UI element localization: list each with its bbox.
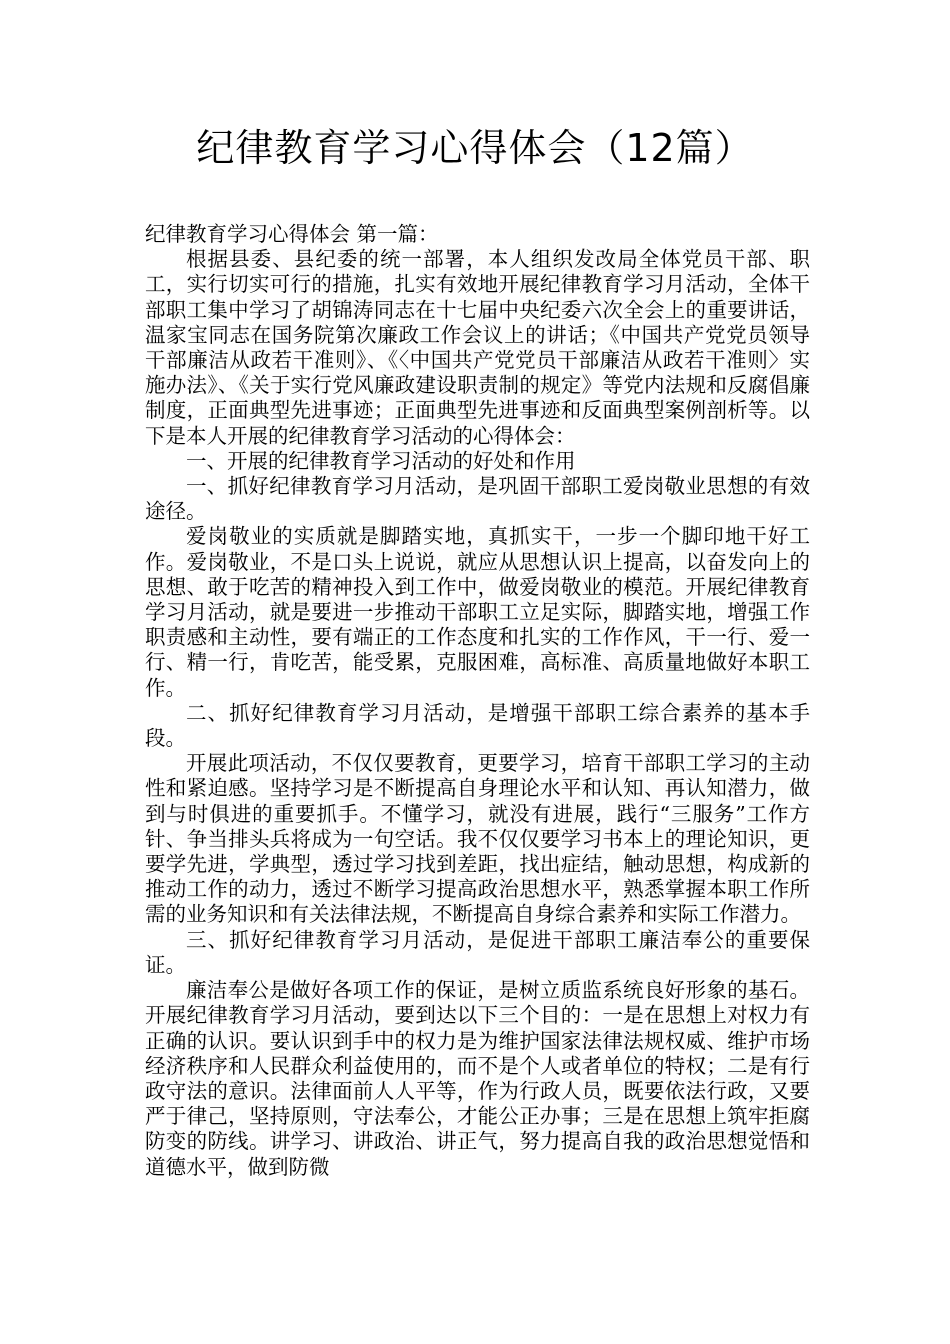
document-title: 纪律教育学习心得体会（12篇） — [196, 126, 754, 170]
document-body — [145, 222, 810, 1180]
paragraph: 根据县委、县纪委的统一部署，本人组织发改局全体党员干部、职工，实行切实可行的措施，扎实有效地开展纪律教育学习月活动，全体干部职工集中学习了胡锦涛同志在十七届中央纪委六次全会上的重要讲话，温家宝同志在国务院第次廉政工作会议上的讲话；《中国共产党党员领导干部廉洁从政若干准则》、《〈中国共产党党员干部廉洁从政若干准则〉实施办法》、《关于实行党风廉政建设职责制的规定》等党内法规和反腐倡廉制度，正面典型先进事迹；正面典型先进事迹和反面典型案例剖析等。以下是本人开展的纪律教育学习活动的心得体会： — [145, 247, 810, 448]
paragraph: 二、抓好纪律教育学习月活动，是增强干部职工综合素养的基本手段。 — [145, 700, 810, 751]
paragraph: 三、抓好纪律教育学习月活动，是促进干部职工廉洁奉公的重要保证。 — [145, 927, 810, 977]
section-heading: 纪律教育学习心得体会 第一篇： — [145, 222, 439, 246]
paragraph: 廉洁奉公是做好各项工作的保证，是树立质监系统良好形象的基石。开展纪律教育学习月活动，要到达以下三个目的：一是在思想上对权力有正确的认识。要认识到手中的权力是为维护国家法律法规权威、维护市场经济秩序和人民群众利益使用的，而不是个人或者单位的特权；二是有行政守法的意识。法律面前人人平等，作为行政人员，既要依法行政，又要严于律己，坚持原则，守法奉公，才能公正办事；三是在思想上筑牢拒腐防变的防线。讲学习、讲政治、讲正气，努力提高自我的政治思想觉悟和道德水平，做到防微 — [145, 978, 810, 1179]
paragraph: 一、抓好纪律教育学习月活动，是巩固干部职工爱岗敬业思想的有效途径。 — [145, 474, 810, 524]
paragraph: 爱岗敬业的实质就是脚踏实地，真抓实干，一步一个脚印地干好工作。爱岗敬业，不是口头上说说，就应从思想认识上提高，以奋发向上的思想、敢于吃苦的精神投入到工作中，做爱岗敬业的模范。开展纪律教育学习月活动，就是要进一步推动干部职工立足实际，脚踏实地，增强工作职责感和主动性，要有端正的工作态度和扎实的工作作风，干一行、爱一行、精一行，肯吃苦，能受累，克服困难，高标准、高质量地做好本职工作。 — [145, 524, 810, 700]
paragraph: 一、开展的纪律教育学习活动的好处和作用 — [186, 448, 576, 473]
paragraph: 开展此项活动，不仅仅要教育，更要学习，培育干部职工学习的主动性和紧迫感。坚持学习是不断提高自身理论水平和认知、再认知潜力，做到与时俱进的重要抓手。不懂学习，就没有进展，践行“三服务”工作方针、争当排头兵将成为一句空话。我不仅仅要学习书本上的理论知识，更要学先进，学典型，透过学习找到差距，找出症结，触动思想，构成新的推动工作的动力，透过不断学习提高政治思想水平，熟悉掌握本职工作所需的业务知识和有关法律法规，不断提高自身综合素养和实际工作潜力。 — [145, 751, 810, 927]
